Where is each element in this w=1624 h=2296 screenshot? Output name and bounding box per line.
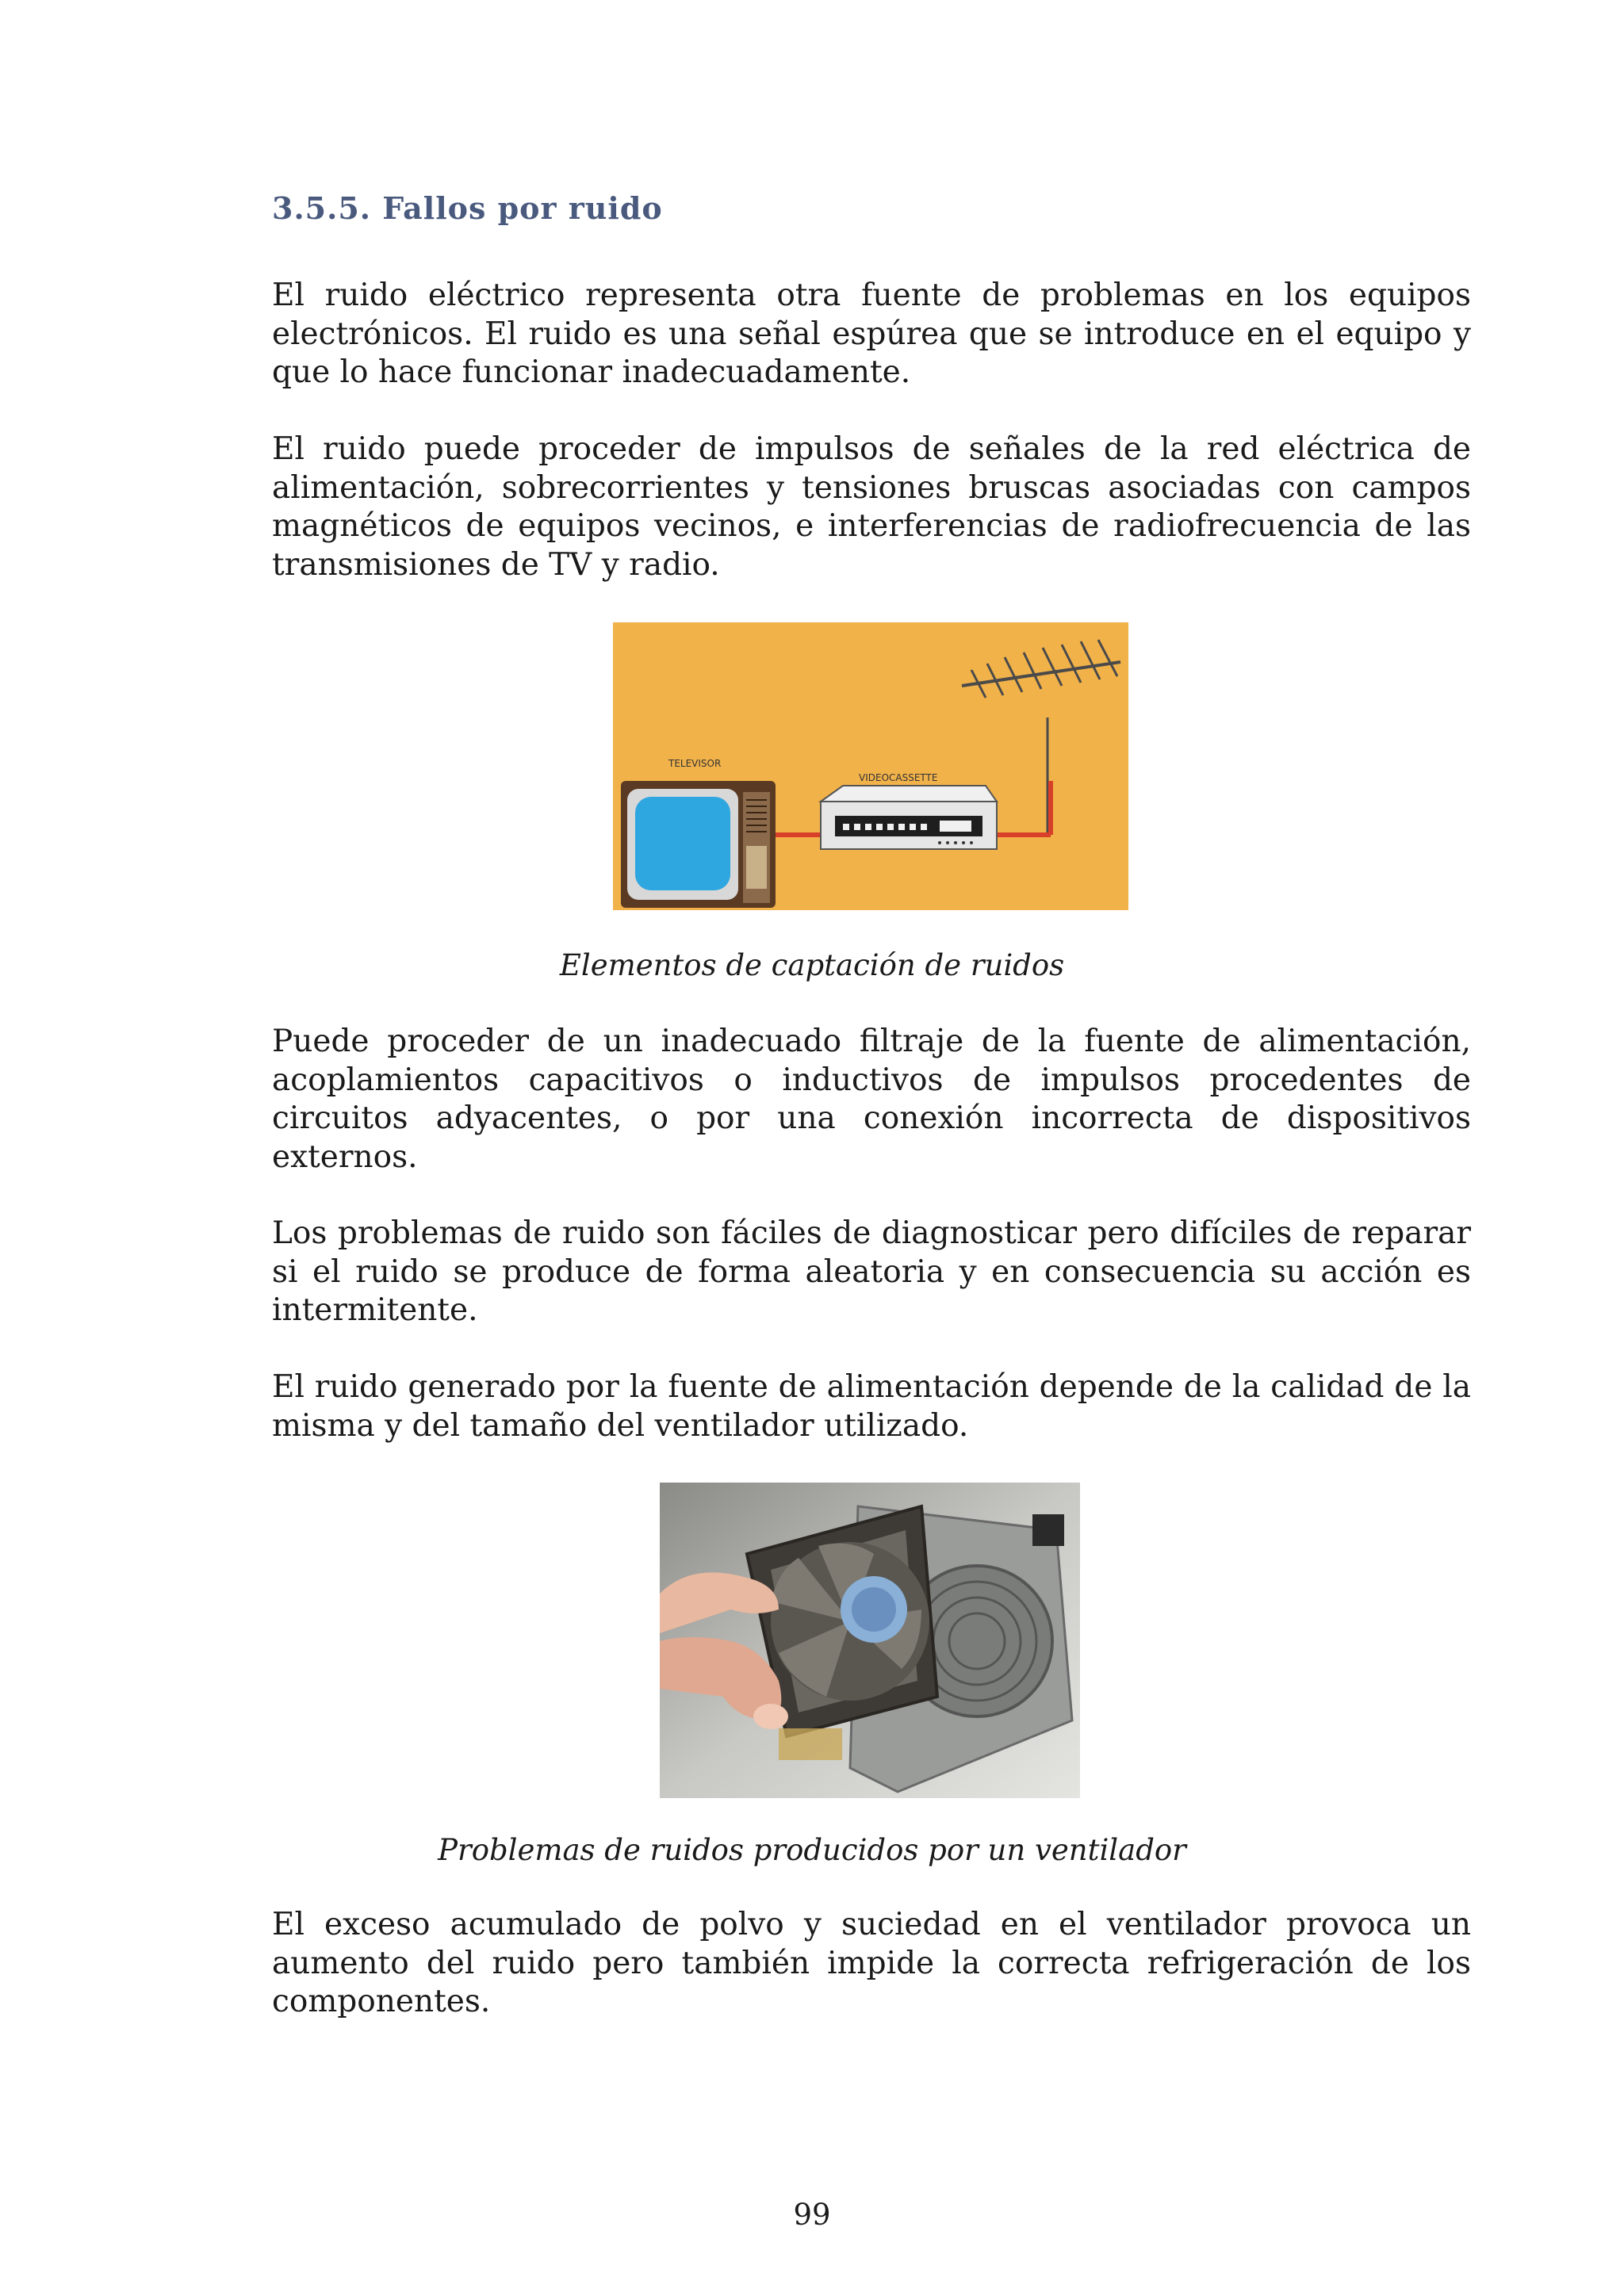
paragraph-4: Los problemas de ruido son fáciles de diagnosticar pero difíciles de reparar si el ruido se produce de forma aleatoria y en consecuencia su acción es intermitente. [272,1215,1471,1328]
tv-vcr-antenna-illustration [613,622,1128,910]
television-icon [621,781,776,908]
dusty-fan-photo [660,1483,1080,1798]
label-televisor: TELEVISOR [668,758,722,769]
section-heading: 3.5.5. Fallos por ruido [272,190,663,226]
label-videocassette: VIDEOCASSETTE [859,772,938,783]
videocassette-icon [821,786,997,849]
figure-2-caption: Problemas de ruidos producidos por un ventilador [438,1833,1186,1867]
paragraph-5: El ruido generado por la fuente de alimentación depende de la calidad de la misma y del tamaño del ventilador utilizado. [272,1369,1471,1444]
paragraph-2: El ruido puede proceder de impulsos de señales de la red eléctrica de alimentación, sobrecorrientes y tensiones bruscas asociadas con campos magnéticos de equipos vecinos, e interferencias de radiofrecuencia de las transmisiones de TV y radio. [272,431,1471,583]
page-number: 99 [793,2198,831,2232]
figure-dusty-fan [660,1483,1080,1798]
figure-noise-capture [613,622,1128,910]
paragraph-1: El ruido eléctrico representa otra fuente de problemas en los equipos electrónicos. El ruido es una señal espúrea que se introduce en el equipo y que lo hace funcionar inadecuadamente. [272,277,1471,390]
paragraph-6: El exceso acumulado de polvo y suciedad en el ventilador provoca un aumento del ruido pero también impide la correcta refrigeración de los componentes. [272,1907,1471,2019]
figure-1-caption: Elementos de captación de ruidos [559,948,1065,982]
paragraph-3: Puede proceder de un inadecuado filtraje de la fuente de alimentación, acoplamientos capacitivos o inductivos de impulsos procedentes de circuitos adyacentes, o por una conexión incorrecta de dispositivos externos. [272,1024,1471,1175]
